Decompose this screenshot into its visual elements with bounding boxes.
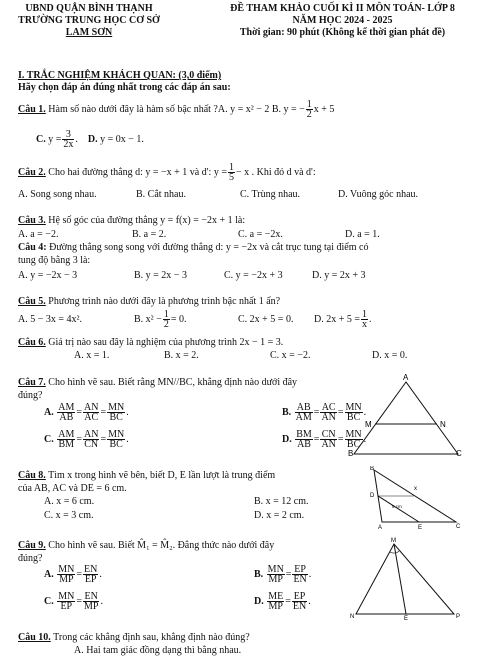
label-a: A bbox=[403, 373, 409, 382]
q9-triangle-figure bbox=[350, 536, 462, 620]
question-1: Câu 1. Hàm số nào dưới đây là hàm số bậc nhất ?A. y = x² − 2 B. y = − $\frac{1}{2}$ x + 5 bbox=[18, 99, 335, 120]
q4-option-b: B. y = 2x − 3 bbox=[134, 270, 187, 281]
q2-option-d: D. Vuông góc nhau. bbox=[338, 189, 419, 200]
label-a: A bbox=[378, 525, 383, 531]
q6-option-a: A. x = 1. bbox=[74, 350, 110, 361]
label-x: x bbox=[414, 486, 417, 492]
segment-de bbox=[378, 496, 419, 522]
school-name: TRƯỜNG TRUNG HỌC CƠ SỞ bbox=[18, 15, 160, 26]
angle-mark-1 bbox=[390, 552, 395, 553]
q9-option-d: D. $\frac{ME}{MP}$ = $\frac{EP}{EN}$ . bbox=[254, 591, 311, 612]
label-6cm: 6 cm bbox=[392, 504, 402, 509]
angle-mark-2 bbox=[396, 551, 399, 553]
label-n: N bbox=[350, 614, 355, 620]
question-8: Câu 8. Tìm x trong hình vẽ bên, biết D, E lần lượt là trung điểm bbox=[18, 470, 276, 481]
q3-option-a: A. a = −2. bbox=[18, 229, 59, 240]
q7-option-b: B. $\frac{AB}{AM}$ = $\frac{AC}{AN}$ = $\frac{MN}{BC}$ . bbox=[282, 402, 367, 423]
q5-option-a: A. 5 − 3x = 4x². bbox=[18, 314, 82, 325]
q2-option-c: C. Trùng nhau. bbox=[240, 189, 301, 200]
triangle-mnp bbox=[356, 544, 454, 614]
q6-option-b: B. x = 2. bbox=[164, 350, 199, 361]
q5-option-b: B. x² − $\frac{1}{2}$ = 0. bbox=[134, 309, 187, 330]
school-name-2: LAM SƠN bbox=[65, 27, 113, 38]
q6-option-d: D. x = 0. bbox=[372, 350, 408, 361]
q3-option-b: B. a = 2. bbox=[132, 229, 167, 240]
label-m: M bbox=[365, 420, 372, 429]
q4-option-c: C. y = −2x + 3 bbox=[224, 270, 283, 281]
q9-option-b: B. $\frac{MN}{MP}$ = $\frac{EP}{EN}$ . bbox=[254, 564, 312, 585]
q5-option-c: C. 2x + 5 = 0. bbox=[238, 314, 294, 325]
q8-triangle-figure bbox=[366, 466, 462, 532]
q9-option-a: A. $\frac{MN}{MP}$ = $\frac{EN}{EP}$ . bbox=[44, 564, 102, 585]
question-7-line2: đúng? bbox=[18, 390, 43, 401]
q2-option-a: A. Song song nhau. bbox=[18, 189, 97, 200]
q9-option-c: C. $\frac{MN}{EP}$ = $\frac{EN}{MP}$ . bbox=[44, 591, 103, 612]
q8-option-b: B. x = 12 cm. bbox=[254, 496, 309, 507]
label-e: E bbox=[404, 616, 409, 620]
q4-option-a: A. y = −2x − 3 bbox=[18, 270, 78, 281]
school-year: NĂM HỌC 2024 - 2025 bbox=[292, 15, 393, 26]
question-3: Câu 3. Hệ số góc của đường thẳng y = f(x) = −2x + 1 là: bbox=[18, 215, 246, 226]
exam-title: ĐỀ THAM KHẢO CUỐI KÌ II MÔN TOÁN- LỚP 8 bbox=[230, 3, 455, 14]
label-m: M bbox=[391, 538, 396, 544]
q8-option-c: C. x = 3 cm. bbox=[44, 510, 94, 521]
question-4: Câu 4: Đường thẳng song song với đường thẳng d: y = −2x và cắt trục tung tại điểm có bbox=[18, 242, 369, 253]
q7-option-c: C. $\frac{AM}{BM}$ = $\frac{AN}{CN}$ = $\frac{MN}{BC}$ . bbox=[44, 429, 129, 450]
question-5: Câu 5. Phương trình nào dưới đây là phương trình bậc nhất 1 ẩn? bbox=[18, 296, 281, 307]
q7-option-d: D. $\frac{BM}{AB}$ = $\frac{CN}{AN}$ = $\frac{MN}{BC}$ . bbox=[282, 429, 367, 450]
question-1-options: C. y = $\frac{3}{2x}$ . D. y = 0x − 1. bbox=[36, 129, 144, 150]
q7-option-a: A. $\frac{AM}{AB}$ = $\frac{AN}{AC}$ = $\frac{MN}{BC}$ . bbox=[44, 402, 129, 423]
bisector-me bbox=[394, 544, 406, 614]
label-b: B bbox=[348, 449, 354, 458]
q3-option-d: D. a = 1. bbox=[345, 229, 380, 240]
question-6: Câu 6. Giá trị nào sau đây là nghiệm của phương trình 2x − 1 = 3. bbox=[18, 337, 284, 348]
q3-option-c: C. a = −2x. bbox=[238, 229, 283, 240]
q6-option-c: C. x = −2. bbox=[270, 350, 311, 361]
label-d: D bbox=[370, 493, 375, 499]
question-4-line2: tung độ bằng 3 là: bbox=[18, 255, 91, 266]
section-title: I. TRẮC NGHIỆM KHÁCH QUAN: (3,0 điểm) bbox=[18, 70, 222, 81]
question-10: Câu 10. Trong các khẳng định sau, khẳng định nào đúng? bbox=[18, 632, 250, 643]
label-n: N bbox=[440, 420, 446, 429]
section-instruction: Hãy chọn đáp án đúng nhất trong các đáp án sau: bbox=[18, 82, 231, 93]
label-e: E bbox=[418, 525, 423, 531]
q5-option-d: D. 2x + 5 = $\frac{1}{x}$ . bbox=[314, 309, 372, 330]
label-c: C bbox=[456, 449, 462, 458]
question-9-line2: đúng? bbox=[18, 553, 43, 564]
label-b: B bbox=[370, 466, 375, 472]
question-9: Câu 9. Cho hình vẽ sau. Biết M̂₁ = M̂₂. Đẳng thức nào dưới đây bbox=[18, 540, 275, 551]
label-p: P bbox=[456, 614, 461, 620]
school-district: UBND QUẬN BÌNH THẠNH bbox=[25, 3, 153, 14]
triangle-abc bbox=[354, 382, 458, 454]
q2-option-b: B. Cắt nhau. bbox=[136, 189, 186, 200]
question-7: Câu 7. Cho hình vẽ sau. Biết rằng MN//BC, khẳng định nào dưới đây bbox=[18, 377, 298, 388]
question-2: Câu 2. Cho hai đường thẳng d: y = −x + 1 và d': y = $\frac{1}{5}$ − x . Khi đó d và d': bbox=[18, 162, 316, 183]
question-8-line2: của AB, AC và DE = 6 cm. bbox=[18, 483, 127, 494]
q8-option-a: A. x = 6 cm. bbox=[44, 496, 95, 507]
exam-duration: Thời gian: 90 phút (Không kể thời gian phát đề) bbox=[239, 27, 446, 38]
label-c: C bbox=[456, 524, 461, 530]
q10-option-a: A. Hai tam giác đồng dạng thì bằng nhau. bbox=[74, 645, 242, 656]
q8-option-d: D. x = 2 cm. bbox=[254, 510, 305, 521]
q7-triangle-figure bbox=[348, 372, 464, 458]
q4-option-d: D. y = 2x + 3 bbox=[312, 270, 366, 281]
